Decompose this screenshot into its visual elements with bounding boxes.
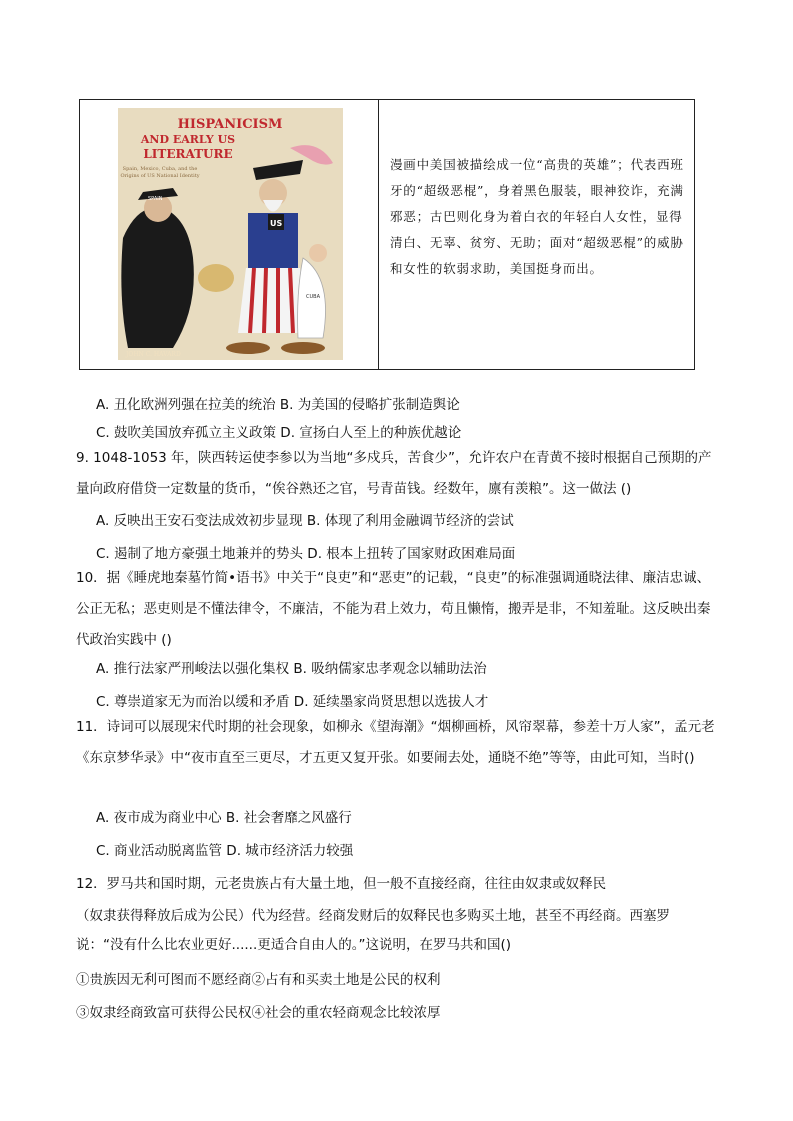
table-divider [378, 100, 379, 369]
q10-options-ab: A. 推行法家严刑峻法以强化集权 B. 吸纳儒家忠孝观念以辅助法治 [96, 661, 487, 677]
q8-options-cd: C. 鼓吹美国放弃孤立主义政策 D. 宣扬白人至上的种族优越论 [96, 425, 462, 441]
q9-options-cd: C. 遏制了地方豪强土地兼并的势头 D. 根本上扭转了国家财政困难局面 [96, 546, 516, 562]
cover-author: JOHN C. HAVARD [126, 351, 181, 358]
cover-subtitle-line-2: Origins of US National Identity [120, 173, 200, 179]
hero-boot-left [226, 342, 270, 354]
cuba-label: CUBA [306, 294, 321, 300]
cover-title-line-1: HISPANICISM [177, 117, 283, 132]
book-cover-cartoon [118, 108, 343, 360]
cover-title-line-2: AND EARLY US [140, 133, 236, 146]
q12-stem-rest: （奴隶获得释放后成为公民）代为经营。经商发财后的奴释民也多购买土地，甚至不再经商。西塞罗说：“没有什么比农业更好......更适合自由人的。”这说明，在罗马共和国() [76, 908, 670, 953]
spain-hat-label: SPAIN [148, 196, 163, 202]
q9-options-ab: A. 反映出王安石变法成效初步显现 B. 体现了利用金融调节经济的尝试 [96, 513, 514, 529]
figure-table [79, 99, 695, 370]
q12-items-34: ③奴隶经商致富可获得公民权④社会的重农轻商观念比较浓厚 [76, 1005, 441, 1021]
cover-subtitle-line-1: Spain, Mexico, Cuba, and the [122, 166, 198, 172]
q10-stem: 10．据《睡虎地秦墓竹简•语书》中关于“良吏”和“恶吏”的记载，“良吏”的标准强调通晓法律、廉洁忠诚、公正无私；恶吏则是不懂法律令，不廉洁，不能为君上效力，苟且懒惰，搬弄是非，不知羞耻。这反映出秦代政治实践中 () [76, 570, 711, 648]
q11-options-cd: C. 商业活动脱离监管 D. 城市经济活力较强 [96, 843, 354, 859]
q12-stem-line1: 12．罗马共和国时期，元老贵族占有大量土地，但一般不直接经商，往往由奴隶或奴释民 [76, 876, 607, 892]
cover-title-line-3: LITERATURE [143, 147, 233, 161]
q11-stem: 11．诗词可以展现宋代时期的社会现象，如柳永《望海潮》“烟柳画桥，风帘翠幕，参差十万人家”，孟元老《东京梦华录》中“夜市直至三更尽，才五更又复开张。如要闹去处，通晓不绝”等等，由此可知，当时() [76, 719, 715, 766]
q12-items-12: ①贵族因无利可图而不愿经商②占有和买卖土地是公民的权利 [76, 972, 441, 988]
cuba-head [309, 244, 327, 262]
us-badge-label: US [270, 219, 283, 228]
q10-options-cd: C. 尊崇道家无为而治以缓和矛盾 D. 延续墨家尚贤思想以选拔人才 [96, 694, 489, 710]
q11-options-ab: A. 夜市成为商业中心 B. 社会奢靡之风盛行 [96, 810, 352, 826]
hero-boot-right [281, 342, 325, 354]
q8-options-ab: A. 丑化欧洲列强在拉美的统治 B. 为美国的侵略扩张制造舆论 [96, 397, 460, 413]
figure-caption: 漫画中美国被描绘成一位“高贵的英雄”；代表西班牙的“超级恶棍”，身着黑色服装，眼神狡诈，充满邪恶；古巴则化身为着白衣的年轻白人女性，显得清白、无辜、贫穷、无助；面对“超级恶棍”的威胁和女性的软弱求助，美国挺身而出。 [390, 157, 684, 276]
q9-stem: 9. 1048-1053 年，陕西转运使李参以为当地“多戍兵，苦食少”，允许农户在青黄不接时根据自己预期的产量向政府借贷一定数量的货币，“俟谷熟还之官，号青苗钱。经数年，廪有羡粮”。这一做法 () [76, 450, 712, 497]
villain-cloak [121, 207, 194, 348]
money-bag [198, 264, 234, 292]
